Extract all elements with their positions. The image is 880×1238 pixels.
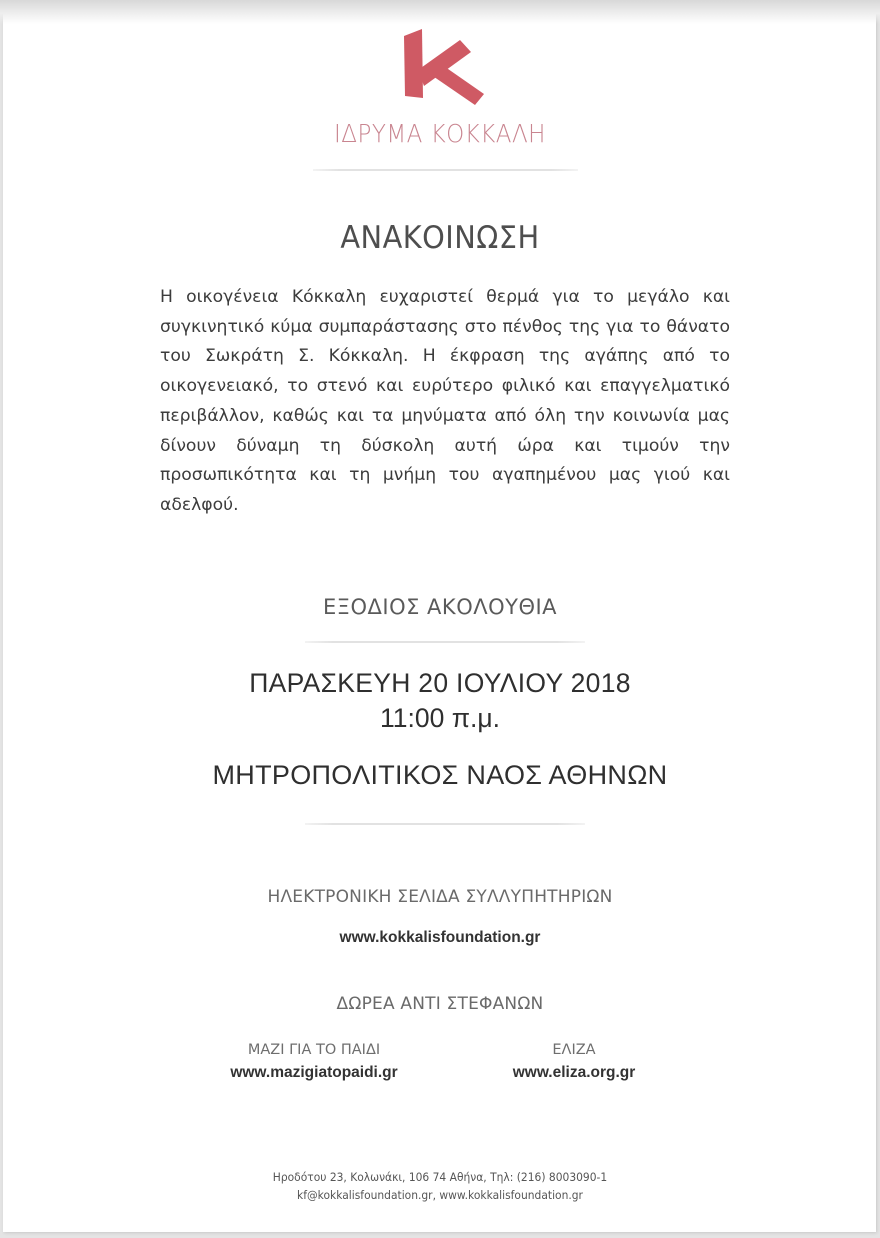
funeral-time: 11:00 π.μ. bbox=[380, 703, 500, 733]
footer-address: Ηροδότου 23, Κολωνάκι, 106 74 Αθήνα, Τηλ: (216) 8003090-1 bbox=[272, 1170, 608, 1184]
venue-divider bbox=[305, 823, 585, 825]
announcement-body: Η οικογένεια Κόκκαλη ευχαριστεί θερμά για το μεγάλο και συγκινητικό κύμα συμπαράστασης στο πένθος της για το θάνατο του Σωκράτη Σ. Κόκκαλη. Η έκφραση της αγάπης από το οικογενειακό, το στενό και ευρύτερο φιλικό και επαγγελματικό περιβάλλον, καθώς και τα μηνύματα από όλη την κοινωνία μας δίνουν δύναμη τη δύσκολη αυτή ώρα και τιμούν την προσωπικότητα και τη μνήμη του αγαπημένου μας γιού και αδελφού. bbox=[160, 287, 730, 515]
funeral-title: ΕΞΟΔΙΟΣ ΑΚΟΛΟΥΘΙΑ bbox=[322, 595, 558, 619]
condolences-link[interactable]: www.kokkalisfoundation.gr bbox=[339, 929, 541, 946]
kokkalis-k-logo-icon bbox=[398, 26, 490, 108]
charity-eliza bbox=[474, 1040, 674, 1084]
funeral-venue: ΜΗΤΡΟΠΟΛΙΤΙΚΟΣ ΝΑΟΣ ΑΘΗΝΩΝ bbox=[212, 760, 668, 790]
header-divider bbox=[313, 169, 578, 171]
foundation-name: ΙΔΡΥΜΑ ΚΟΚΚΑΛΗ bbox=[334, 119, 546, 148]
charity-name: ΜΑΖΙ ΓΙΑ ΤΟ ΠΑΙΔΙ bbox=[247, 1042, 381, 1058]
charity-link[interactable]: www.mazigiatopaidi.gr bbox=[230, 1064, 398, 1081]
funeral-divider bbox=[305, 641, 585, 643]
charity-name: ΕΛΙΖΑ bbox=[552, 1042, 596, 1058]
charity-mazi-gia-to-paidi bbox=[214, 1040, 414, 1084]
condolences-title: ΗΛΕΚΤΡΟΝΙΚΗ ΣΕΛΙΔΑ ΣΥΛΛΥΠΗΤΗΡΙΩΝ bbox=[267, 887, 613, 907]
charity-link[interactable]: www.eliza.org.gr bbox=[512, 1064, 636, 1081]
funeral-date: ΠΑΡΑΣΚΕΥΗ 20 ΙΟΥΛΙΟΥ 2018 bbox=[249, 668, 631, 698]
announcement-title: ΑΝΑΚΟΙΝΩΣΗ bbox=[340, 220, 540, 256]
donations-title: ΔΩΡΕΑ ΑΝΤΙ ΣΤΕΦΑΝΩΝ bbox=[336, 994, 544, 1014]
footer-contact: kf@kokkalisfoundation.gr, www.kokkalisfoundation.gr bbox=[297, 1188, 583, 1202]
